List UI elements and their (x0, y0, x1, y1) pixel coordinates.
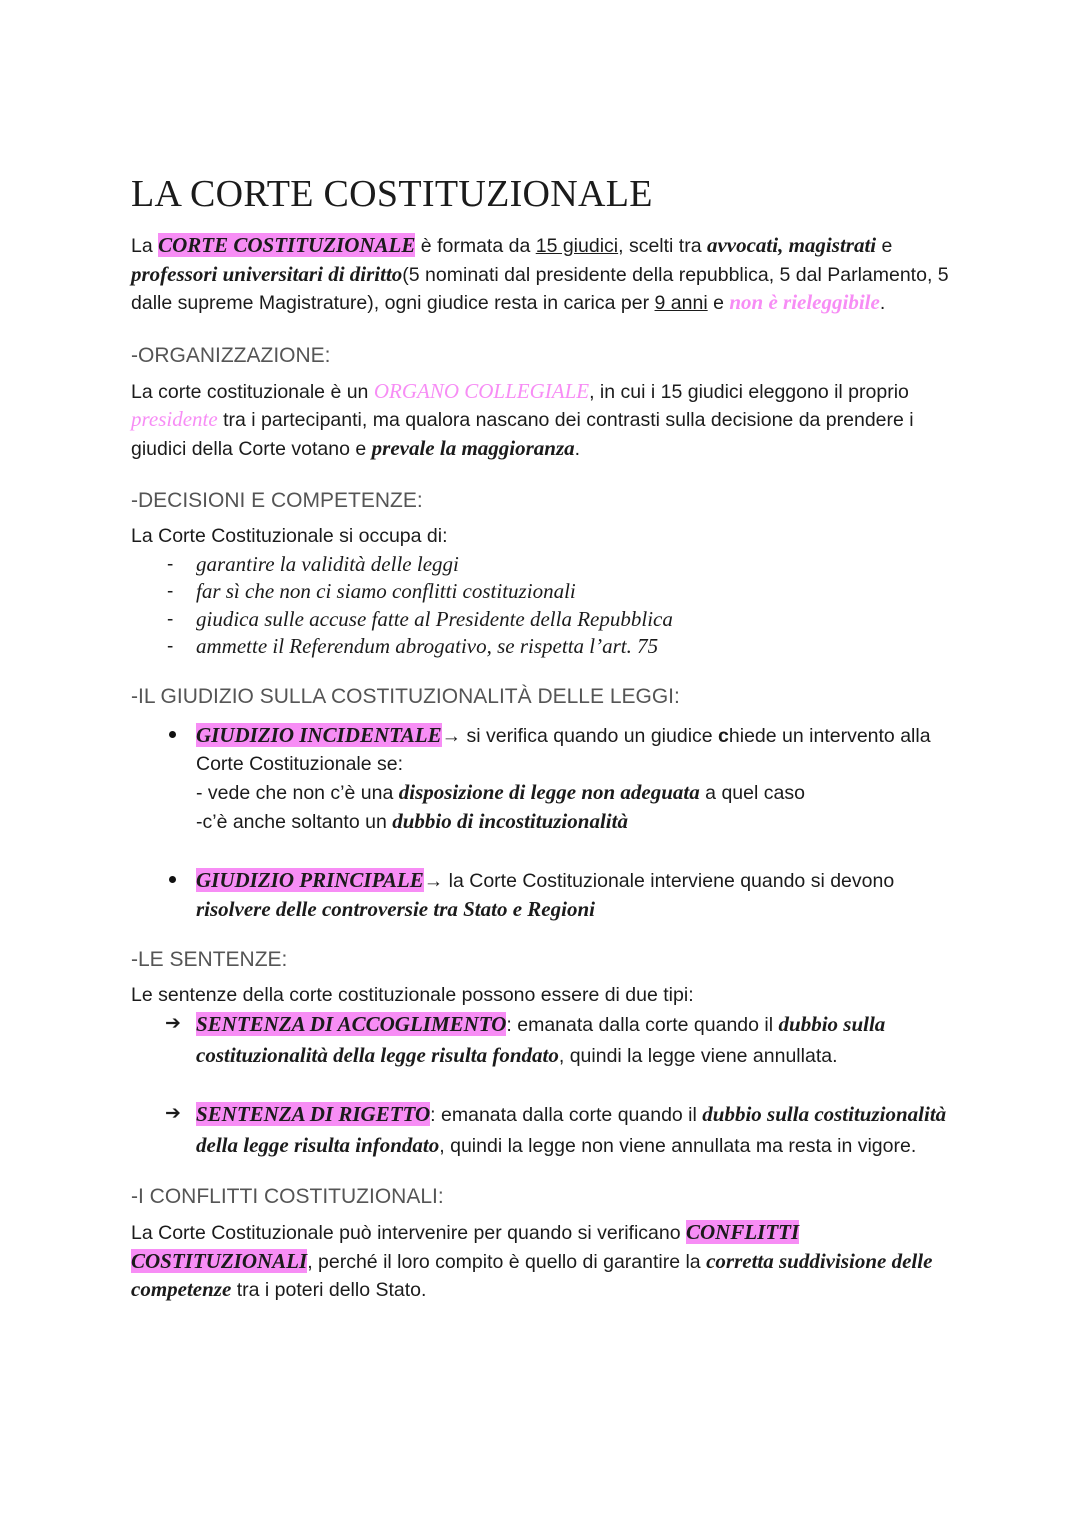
anni-text: 9 anni (654, 292, 708, 314)
incidentale-text: - vede che non c’è una (196, 781, 399, 804)
list-item-text: garantire la validità delle leggi (196, 551, 459, 576)
incidentale-text: a quel caso (699, 781, 805, 804)
rigetto-text (196, 1099, 961, 1161)
list-item (131, 606, 961, 634)
conflitti-text: La Corte Costituzionale può intervenire per quando si verificano (131, 1222, 686, 1244)
section-heading-conflitti: -I CONFLITTI COSTITUZIONALI: (131, 1185, 444, 1208)
section-heading-giudizio: -IL GIUDIZIO SULLA COSTITUZIONALITÀ DELLE LEGGI: (131, 684, 680, 708)
dash-icon: - (167, 581, 174, 602)
list-item-text: giudica sulle accuse fatte al Presidente della Repubblica (196, 606, 673, 631)
rigetto-text-part: : emanata dalla corte quando il (430, 1104, 703, 1126)
giudizio-incidentale-item (131, 721, 961, 836)
list-item-text: far sì che non ci siamo conflitti costituzionali (196, 579, 576, 603)
dash-icon: - (167, 636, 174, 657)
principale-text: → la Corte Costituzionale interviene quando si devono (423, 869, 895, 892)
principale-label: GIUDIZIO PRINCIPALE (196, 867, 424, 892)
intro-text: . (879, 292, 886, 314)
dash-icon: - (167, 608, 174, 630)
page-title: LA CORTE COSTITUZIONALE (131, 173, 653, 215)
arrow-right-icon: ➔ (165, 1103, 181, 1124)
intro-text: La (131, 235, 159, 257)
incidentale-line (196, 721, 961, 778)
incidentale-text: → si verifica quando un giudice (441, 724, 719, 747)
incidentale-sub-2 (196, 807, 961, 836)
dubbio-text: dubbio di incostituzionalità (392, 808, 628, 833)
principale-line (196, 866, 961, 924)
rieleggibile-text: non è rieleggibile (729, 290, 880, 314)
conflitti-highlight: CONFLITTI COSTITUZIONALI (131, 1220, 800, 1273)
section-heading-decisioni: -DECISIONI E COMPETENZE: (131, 489, 423, 512)
professori-text: professori universitari di diritto (131, 261, 403, 286)
intro-paragraph (131, 232, 961, 318)
bullet-dot-icon (169, 731, 176, 738)
incidentale-text: c (718, 724, 729, 747)
maggioranza-text: prevale la maggioranza (371, 435, 575, 460)
organizzazione-paragraph (131, 378, 961, 464)
section-heading-sentenze: -LE SENTENZE: (131, 947, 288, 971)
org-text: . (574, 437, 581, 460)
rigetto-label: SENTENZA DI RIGETTO (196, 1102, 431, 1126)
presidente-text: presidente (131, 407, 218, 431)
conflitti-paragraph (131, 1219, 961, 1305)
list-item (131, 578, 961, 606)
list-item (131, 551, 961, 579)
controversie-text: risolvere delle controversie tra Stato e Regioni (196, 896, 595, 921)
list-item-text: ammette il Referendum abrogativo, se rispetta l’art. 75 (196, 634, 659, 658)
org-text: , in cui i 15 giudici eleggono il proprio (589, 380, 909, 403)
incidentale-text: -c’è anche soltanto un (196, 810, 393, 833)
organo-collegiale-text: ORGANO COLLEGIALE (373, 378, 590, 403)
sentenza-accoglimento-item (131, 1009, 961, 1071)
intro-text: è formata da (415, 235, 536, 257)
incidentale-sub-1 (196, 778, 961, 807)
giudici-count: 15 giudici (535, 235, 619, 257)
org-text: tra i partecipanti, ma qualora nascano dei contrasti sulla decisione da prendere i giudici della Corte votano e (131, 409, 914, 460)
giudizio-principale-item (131, 866, 961, 924)
arrow-right-icon: ➔ (165, 1013, 181, 1034)
list-item (131, 633, 961, 661)
corte-highlight: CORTE COSTITUZIONALE (158, 233, 416, 257)
accoglimento-label: SENTENZA DI ACCOGLIMENTO (196, 1012, 507, 1036)
decisioni-intro: La Corte Costituzionale si occupa di: (131, 525, 448, 547)
accoglimento-text (196, 1009, 961, 1071)
intro-text: (5 nominati dal presidente della repubblica, 5 dal Parlamento, 5 dalle supreme Magistrature), ogni giudice resta in carica per (131, 263, 949, 314)
accoglimento-text-part: , quindi la legge viene annullata. (558, 1045, 838, 1067)
intro-text: e (876, 235, 893, 257)
accoglimento-text-part: : emanata dalla corte quando il (506, 1014, 779, 1036)
categorie-text: avvocati, magistrati (706, 233, 877, 257)
accoglimento-bold: dubbio sulla costituzionalità della legge risulta fondato (196, 1012, 886, 1067)
competenze-list (131, 551, 961, 661)
dash-icon: - (167, 553, 174, 575)
incidentale-label: GIUDIZIO INCIDENTALE (196, 722, 442, 747)
rigetto-bold: dubbio sulla costituzionalità della legge risulta infondato (196, 1102, 947, 1157)
disposizione-text: disposizione di legge non adeguata (398, 779, 700, 804)
org-text: La corte costituzionale è un (131, 380, 374, 403)
conflitti-text: , perché il loro compito è quello di garantire la (307, 1250, 707, 1273)
sentenza-rigetto-item (131, 1099, 961, 1161)
sentenze-intro: Le sentenze della corte costituzionale possono essere di due tipi: (131, 983, 694, 1006)
conflitti-text: tra i poteri dello Stato. (231, 1279, 427, 1301)
incidentale-text: hiede un intervento alla Corte Costituzionale se: (196, 724, 931, 775)
bullet-dot-icon (169, 876, 176, 883)
document-page (131, 170, 961, 1305)
intro-text: , scelti tra (618, 235, 707, 257)
rigetto-text-part: , quindi la legge non viene annullata ma resta in vigore. (439, 1135, 917, 1157)
intro-text: e (707, 292, 730, 314)
section-heading-organizzazione: -ORGANIZZAZIONE: (131, 343, 331, 367)
competenze-bold: corretta suddivisione delle competenze (131, 1248, 933, 1301)
